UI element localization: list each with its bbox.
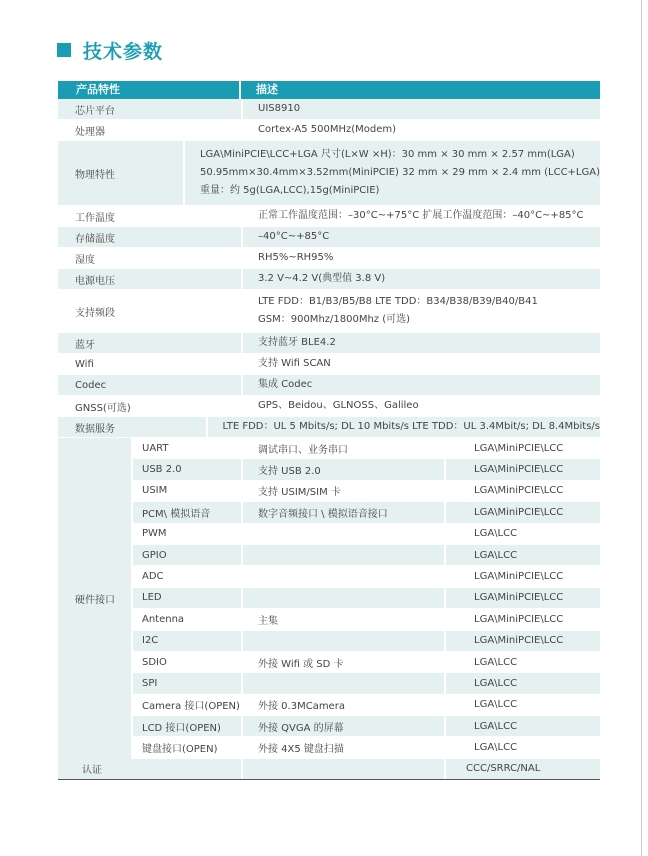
row-value: LTE FDD：B1/B3/B5/B8 LTE TDD：B34/B38/B39/B40/B41 GSM：900Mhz/1800Mhz (可选) [258, 296, 538, 325]
table-header [58, 81, 600, 99]
hardware-row [133, 737, 600, 758]
hardware-interface-block [58, 438, 600, 759]
row-label: GNSS(可选) [58, 396, 243, 416]
row-humidity [58, 248, 600, 269]
cert-label: 认证 [58, 759, 243, 779]
hardware-label: 硬件接口 [58, 438, 133, 759]
hw-desc [243, 566, 446, 586]
row-value: 支持蓝牙 BLE4.2 [258, 337, 336, 348]
hw-desc: 外接 QVGA 的屏幕 [243, 716, 446, 736]
row-certification [58, 759, 600, 780]
hw-name: I2C [133, 631, 243, 651]
page-edge-rule [641, 0, 642, 856]
row-data-service [58, 417, 600, 438]
row-label: 支持频段 [58, 290, 243, 332]
cert-spacer [243, 759, 446, 779]
row-label: 蓝牙 [58, 333, 243, 353]
hw-package: LGA\MiniPCIE\LCC [474, 442, 564, 454]
row-power-voltage [58, 269, 600, 290]
hw-desc [243, 524, 446, 544]
hw-package: LGA\MiniPCIE\LCC [474, 506, 564, 518]
hw-package: LGA\LCC [474, 742, 518, 754]
row-codec [58, 375, 600, 396]
hw-package: LGA\MiniPCIE\LCC [474, 613, 564, 625]
title-square-icon [57, 43, 71, 57]
hw-package: LGA\LCC [474, 528, 518, 540]
hw-name: SDIO [133, 652, 243, 672]
row-label: 处理器 [58, 120, 243, 140]
hw-package: LGA\MiniPCIE\LCC [474, 485, 564, 497]
hw-package: LGA\MiniPCIE\LCC [474, 464, 564, 476]
hardware-row [133, 673, 600, 694]
hw-desc: 数字音频接口 \ 模拟语音接口 [243, 502, 446, 522]
hw-name: PCM\ 模拟语音 [133, 502, 243, 522]
hw-name: ADC [133, 566, 243, 586]
hw-name: LCD 接口(OPEN) [133, 716, 243, 736]
hardware-row [133, 716, 600, 737]
row-label: 数据服务 [58, 417, 208, 437]
hw-name: 键盘接口(OPEN) [133, 737, 243, 757]
row-gnss [58, 396, 600, 417]
hw-desc: 外接 Wifi 或 SD 卡 [243, 652, 446, 672]
hw-desc: 外接 0.3MCamera [243, 695, 446, 715]
hardware-row [133, 438, 600, 459]
hardware-row [133, 609, 600, 630]
hw-desc [243, 588, 446, 608]
hw-package: LGA\MiniPCIE\LCC [474, 571, 564, 583]
row-value: Cortex-A5 500MHz(Modem) [258, 124, 397, 135]
hw-name: USIM [133, 481, 243, 501]
hw-desc [243, 545, 446, 565]
hardware-row [133, 481, 600, 502]
hardware-row [133, 631, 600, 652]
section-title-text: 技术参数 [83, 40, 164, 63]
row-wifi [58, 354, 600, 375]
row-label: 存储温度 [58, 227, 243, 247]
row-label: 电源电压 [58, 269, 243, 289]
section-title [57, 38, 163, 62]
row-physical [58, 141, 600, 206]
header-feature: 产品特性 [58, 81, 241, 99]
hw-desc: 支持 USB 2.0 [243, 459, 446, 479]
hardware-row [133, 695, 600, 716]
row-value: GPS、Beidou、GLNOSS、Galileo [258, 400, 419, 411]
hw-name: LED [133, 588, 243, 608]
hw-name: UART [133, 438, 243, 458]
row-value: UIS8910 [258, 103, 301, 114]
row-processor [58, 120, 600, 141]
spec-table [58, 81, 600, 780]
cert-value: CCC/SRRC/NAL [466, 763, 541, 775]
hardware-row [133, 652, 600, 673]
hardware-row [133, 524, 600, 545]
hw-package: LGA\MiniPCIE\LCC [474, 635, 564, 647]
hw-desc [243, 631, 446, 651]
row-label: 工作温度 [58, 206, 243, 226]
header-description: 描述 [256, 83, 278, 96]
row-value: LTE FDD：UL 5 Mbits/s; DL 10 Mbits/s LTE TDD：UL 3.4Mbit/s; DL 8.4Mbits/s [222, 421, 600, 432]
row-chip-platform [58, 99, 600, 120]
row-label: 湿度 [58, 248, 243, 268]
hardware-rows [133, 438, 600, 759]
hw-desc: 调试串口、业务串口 [243, 438, 446, 458]
row-storage-temp [58, 227, 600, 248]
row-operating-temp [58, 206, 600, 227]
hw-package: LGA\LCC [474, 699, 518, 711]
row-bands [58, 290, 600, 333]
hw-name: Camera 接口(OPEN) [133, 695, 243, 715]
row-label: Codec [58, 375, 243, 395]
hw-name: PWM [133, 524, 243, 544]
row-label: 芯片平台 [58, 99, 243, 119]
hardware-row [133, 588, 600, 609]
hw-desc: 主集 [243, 609, 446, 629]
hw-package: LGA\LCC [474, 549, 518, 561]
row-value: –40°C~+85°C [258, 231, 330, 242]
hw-name: USB 2.0 [133, 459, 243, 479]
row-value: 3.2 V~4.2 V(典型值 3.8 V) [258, 273, 386, 284]
hw-name: Antenna [133, 609, 243, 629]
hw-name: SPI [133, 673, 243, 693]
row-label: 物理特性 [58, 141, 185, 205]
hardware-row [133, 566, 600, 587]
hw-package: LGA\LCC [474, 720, 518, 732]
row-value: LGA\MiniPCIE\LCC+LGA 尺寸(L×W ×H)：30 mm × 30 mm × 2.57 mm(LGA) 50.95mm×30.4mm×3.52mm(MiniPCIE) 32 mm × 29 mm × 2.4 mm (LCC+LGA) 重量：约 5g(LGA,LCC),15g(MiniPCIE) [199, 149, 600, 196]
hw-desc [243, 673, 446, 693]
hw-desc: 外接 4X5 键盘扫描 [243, 737, 446, 757]
hw-package: LGA\LCC [474, 677, 518, 689]
row-bluetooth [58, 333, 600, 354]
row-value: 集成 Codec [258, 379, 313, 390]
hardware-row [133, 502, 600, 523]
hw-name: GPIO [133, 545, 243, 565]
hw-desc: 支持 USIM/SIM 卡 [243, 481, 446, 501]
hw-package: LGA\LCC [474, 656, 518, 668]
hardware-row [133, 459, 600, 480]
row-label: Wifi [58, 354, 243, 374]
hardware-row [133, 545, 600, 566]
row-value: RH5%~RH95% [258, 252, 334, 263]
row-value: 支持 Wifi SCAN [258, 358, 331, 369]
hw-package: LGA\MiniPCIE\LCC [474, 592, 564, 604]
row-value: 正常工作温度范围：–30°C~+75°C 扩展工作温度范围：–40°C~+85°C [258, 210, 584, 221]
